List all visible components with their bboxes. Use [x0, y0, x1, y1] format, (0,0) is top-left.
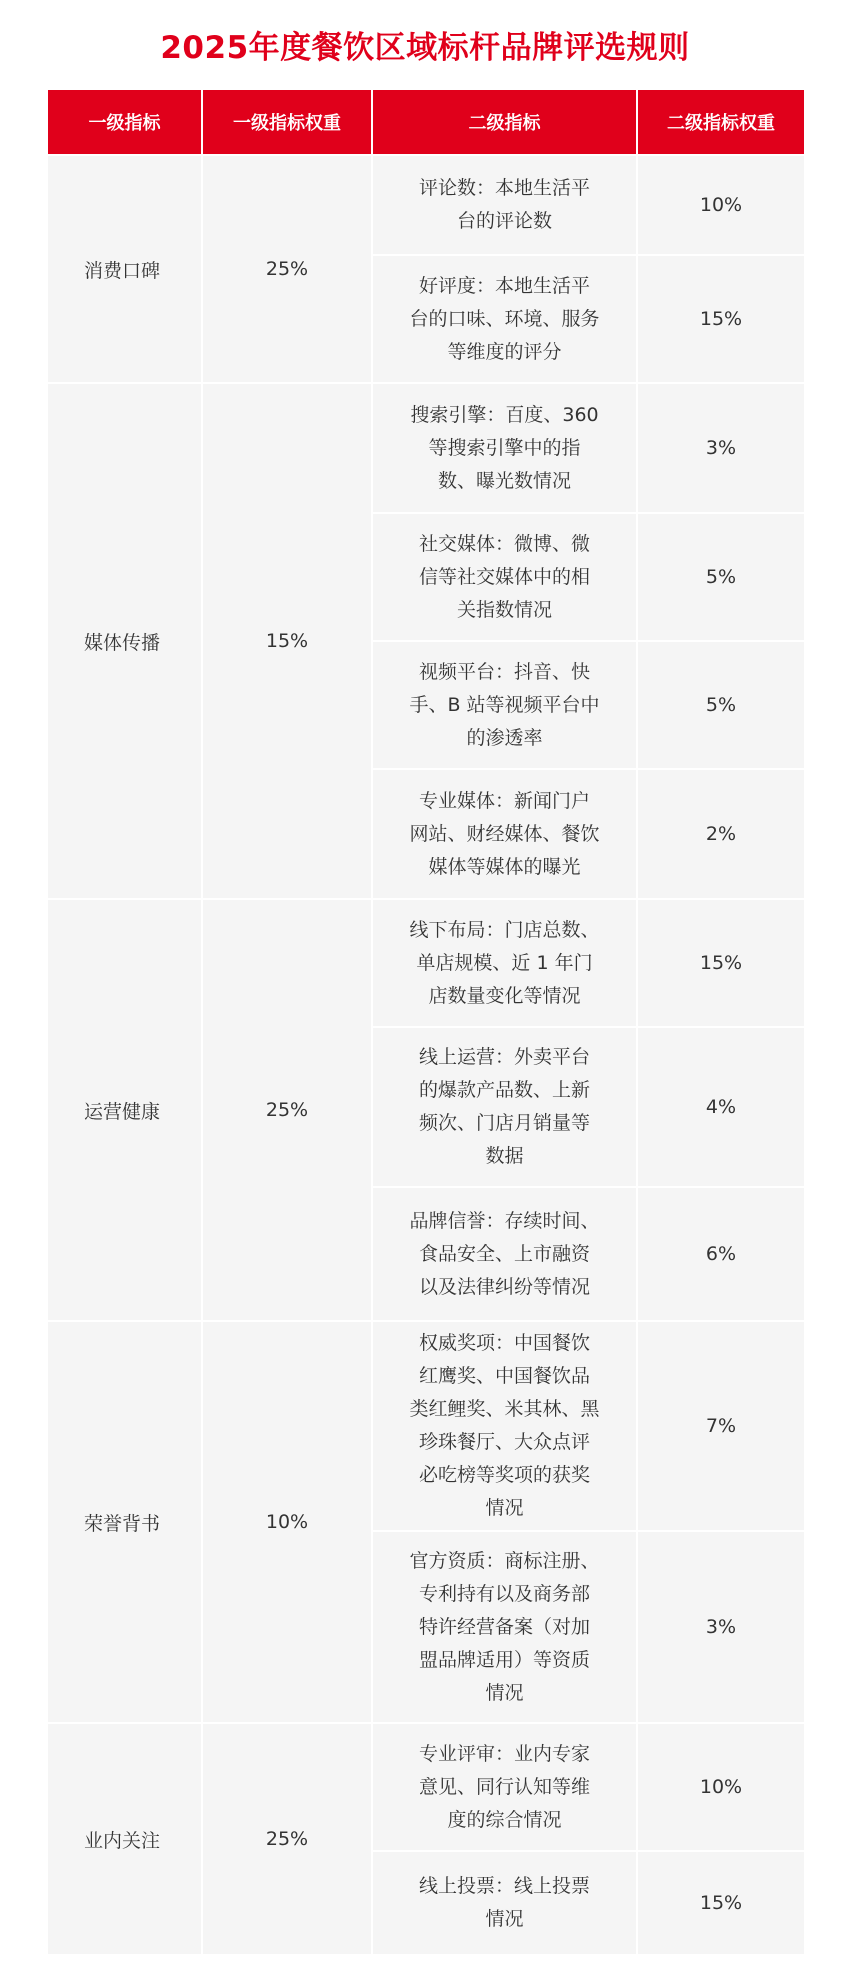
level2-indicator-cell — [372, 513, 637, 641]
level2-indicator-cell — [372, 155, 637, 255]
level2-indicator-text: 评论数：本地生活平 台的评论数 — [418, 177, 590, 232]
level2-indicator-text: 线下布局：门店总数、 单店规模、近 1 年门 店数量变化等情况 — [409, 918, 600, 1007]
header-level2-indicator: 二级指标 — [372, 89, 637, 155]
level1-indicator-cell: 运营健康 — [47, 899, 202, 1321]
level2-weight-cell: 10% — [637, 155, 805, 255]
header-level1-indicator: 一级指标 — [47, 89, 202, 155]
header-level2-weight: 二级指标权重 — [637, 89, 805, 155]
level2-weight-cell: 15% — [637, 255, 805, 383]
level2-indicator-text: 线上运营：外卖平台 的爆款产品数、上新 频次、门店月销量等 数据 — [418, 1046, 590, 1167]
level2-indicator-text: 专业评审：业内专家 意见、同行认知等维 度的综合情况 — [418, 1742, 590, 1831]
rules-table — [46, 88, 806, 1956]
level2-indicator-cell — [372, 383, 637, 513]
header-row — [47, 89, 805, 155]
level2-weight-cell: 15% — [637, 1851, 805, 1955]
level2-indicator-cell — [372, 641, 637, 769]
level2-weight-cell: 3% — [637, 383, 805, 513]
level2-indicator-cell — [372, 1187, 637, 1321]
level1-indicator-cell: 媒体传播 — [47, 383, 202, 899]
level2-indicator-cell — [372, 1851, 637, 1955]
level2-indicator-cell — [372, 1531, 637, 1723]
level2-indicator-text: 视频平台：抖音、快 手、B 站等视频平台中 的渗透率 — [409, 660, 600, 749]
level2-indicator-text: 搜索引擎：百度、360 等搜索引擎中的指 数、曝光数情况 — [410, 403, 599, 492]
level2-weight-cell: 10% — [637, 1723, 805, 1851]
level2-indicator-text: 线上投票：线上投票 情况 — [418, 1875, 590, 1930]
level1-weight-cell: 10% — [202, 1321, 372, 1723]
level2-indicator-text: 权威奖项：中国餐饮 红鹰奖、中国餐饮品 类红鲤奖、米其林、黑 珍珠餐厅、大众点评 必吃榜等奖项的获奖 情况 — [409, 1332, 600, 1519]
level2-weight-cell: 15% — [637, 899, 805, 1027]
level2-indicator-cell — [372, 1723, 637, 1851]
level2-indicator-cell — [372, 769, 637, 899]
level2-weight-cell: 3% — [637, 1531, 805, 1723]
level2-indicator-cell — [372, 899, 637, 1027]
level2-indicator-cell — [372, 255, 637, 383]
level2-weight-cell: 5% — [637, 513, 805, 641]
table-header — [47, 89, 805, 155]
level2-weight-cell: 2% — [637, 769, 805, 899]
level1-indicator-cell: 荣誉背书 — [47, 1321, 202, 1723]
level1-weight-cell: 25% — [202, 155, 372, 383]
level1-indicator-cell: 业内关注 — [47, 1723, 202, 1955]
table-body — [47, 155, 805, 1955]
table-row — [47, 1321, 805, 1531]
level2-indicator-text: 品牌信誉：存续时间、 食品安全、上市融资 以及法律纠纷等情况 — [409, 1209, 600, 1298]
table-row — [47, 1723, 805, 1851]
page-title: 2025年度餐饮区域标杆品牌评选规则 — [160, 30, 690, 66]
level2-indicator-text: 社交媒体：微博、微 信等社交媒体中的相 关指数情况 — [418, 532, 590, 621]
level2-weight-cell: 5% — [637, 641, 805, 769]
level2-indicator-text: 好评度：本地生活平 台的口味、环境、服务 等维度的评分 — [409, 274, 600, 363]
level1-weight-cell: 25% — [202, 1723, 372, 1955]
table-row — [47, 383, 805, 513]
level2-indicator-cell — [372, 1027, 637, 1187]
level2-indicator-text: 官方资质：商标注册、 专利持有以及商务部 特许经营备案（对加 盟品牌适用）等资质 情况 — [409, 1549, 600, 1704]
level2-indicator-cell — [372, 1321, 637, 1531]
table-row — [47, 899, 805, 1027]
level2-weight-cell: 7% — [637, 1321, 805, 1531]
level2-indicator-text: 专业媒体：新闻门户 网站、财经媒体、餐饮 媒体等媒体的曝光 — [409, 789, 600, 878]
header-level1-weight: 一级指标权重 — [202, 89, 372, 155]
table-row — [47, 155, 805, 255]
level1-weight-cell: 25% — [202, 899, 372, 1321]
level2-weight-cell: 4% — [637, 1027, 805, 1187]
level1-indicator-cell: 消费口碑 — [47, 155, 202, 383]
level1-weight-cell: 15% — [202, 383, 372, 899]
level2-weight-cell: 6% — [637, 1187, 805, 1321]
